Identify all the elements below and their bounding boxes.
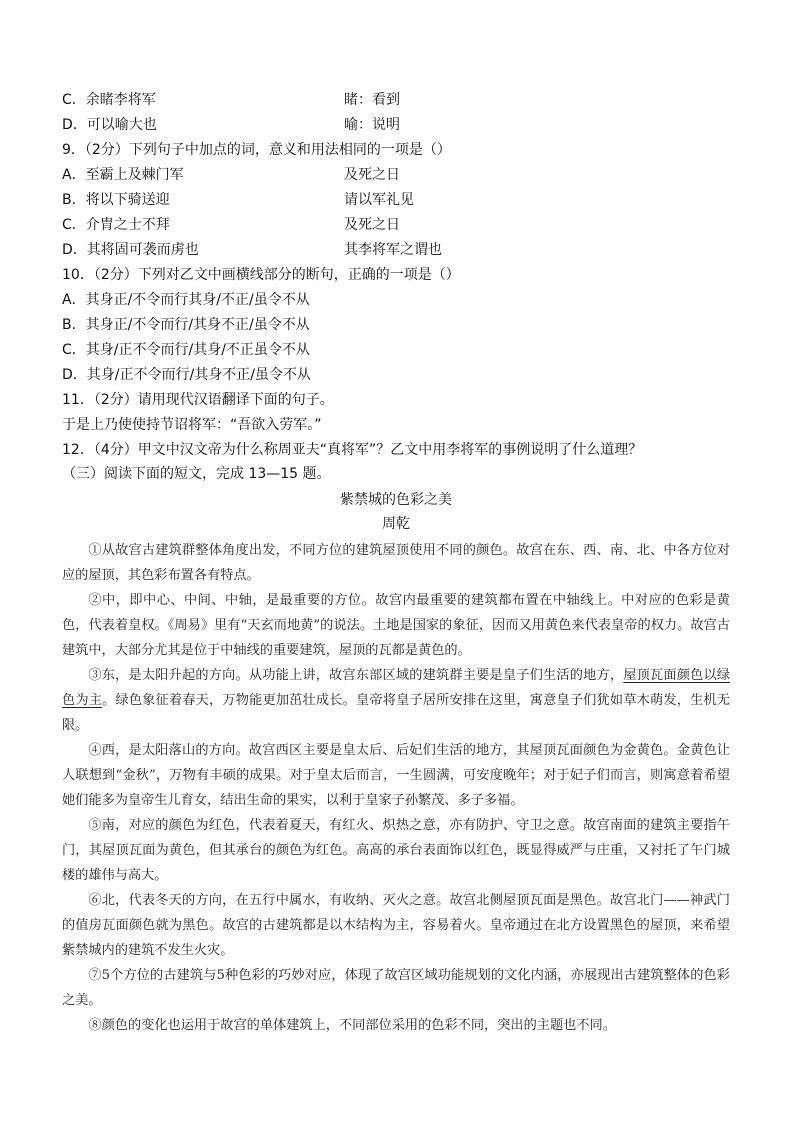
paragraph-7: ⑦5个方位的古建筑与5种色彩的巧妙对应，体现了故宫区域功能规划的文化内涵，亦展现出古建筑整体的色彩之美。 [62,968,730,1008]
option-gloss: 喻：说明 [344,117,400,133]
option-gloss: 及死之日 [344,217,400,233]
q10-option-a: A．其身正/不令而行其身/不正/虽令不从 [62,292,310,308]
option-gloss: 睹：看到 [344,92,400,108]
q10-option-c: C．其身/正不令而行/其身/不正虽令不从 [62,342,310,358]
article-title: 紫禁城的色彩之美 [340,492,452,508]
q10-option-b: B．其身正/不令而行/其身不正/虽令不从 [62,317,310,333]
q9-option-d [62,239,742,261]
article-author: 周乾 [382,516,410,532]
paragraph-4: ④西，是太阳落山的方向。故宫西区主要是皇太后、后妃们生活的地方，其屋顶瓦面颜色为金黄色。金黄色让人联想到“金秋”，万物有丰硕的成果。对于皇太后而言，一生圆满，可安度晚年；对于妃子们而言，则寓意着希望她们能多为皇帝生儿育女，结出生命的果实，以利于皇家子孙繁茂、多子多福。 [62,743,730,808]
paragraph-1: ①从故宫古建筑群整体角度出发，不同方位的建筑屋顶使用不同的颜色。故宫在东、西、南、北、中各方位对应的屋顶，其色彩布置各有特点。 [62,543,730,583]
option-gloss: 及死之日 [344,167,400,183]
q9-stem: 9．（2分）下列句子中加点的词，意义和用法相同的一项是（） [62,142,451,158]
q11-sentence: 于是上乃使使持节诏将军：“吾欲入劳军。” [62,417,322,433]
option-label: C．余睹李将军 [62,92,156,108]
option-label: C．介胄之士不拜 [62,217,170,233]
article-body [62,538,730,1038]
paragraph-6: ⑥北，代表冬天的方向，在五行中属水，有收纳、灭火之意。故宫北侧屋顶瓦面是黑色。故宫北门——神武门的值房瓦面颜色就为黑色。故宫的古建筑都是以木结构为主，容易着火。皇帝通过在北方设置黑色的屋顶，来希望紫禁城内的建筑不发生火灾。 [62,893,730,958]
option-label: D．其将固可袭而虏也 [62,242,199,258]
option-gloss: 其李将军之谓也 [344,242,442,258]
section-heading: （三）阅读下面的短文，完成 13—15 题。 [62,466,331,482]
paragraph-2: ②中，即中心、中间、中轴，是最重要的方位。故宫内最重要的建筑都布置在中轴线上。中对应的色彩是黄色，代表着皇权。《周易》里有“天玄而地黄”的说法。土地是国家的象征，因而又用黄色来代表皇帝的权力。故宫古建筑中，大部分尤其是位于中轴线的重要建筑，屋顶的瓦都是黄色的。 [62,593,730,658]
q9-option-b [62,189,742,211]
q9-option-c [62,214,742,236]
option-gloss: 请以军礼见 [344,192,414,208]
q10-option-d: D．其身/正不令而行/其身不正/虽令不从 [62,367,311,383]
paragraph-8: ⑧颜色的变化也运用于故宫的单体建筑上，不同部位采用的色彩不同，突出的主题也不同。 [88,1018,616,1033]
q11-stem: 11．（2分）请用现代汉语翻译下面的句子。 [62,392,334,408]
option-label: D．可以喻大也 [62,117,157,133]
paragraph-3 [62,663,730,738]
q9-option-a [62,164,742,186]
paragraph-3-text-b: 。绿色象征着春天，万物能更加茁壮成长。皇帝将皇子居所安排在这里，寓意皇子们犹如草木萌发，生机无限。 [62,693,730,733]
paragraph-5: ⑤南，对应的颜色为红色，代表着夏天，有红火、炽热之意，亦有防护、守卫之意。故宫南面的建筑主要指午门，其屋顶瓦面为黄色，但其承台的颜色为红色。高高的承台表面饰以红色，既显得威严与庄重，又衬托了午门城楼的雄伟与高大。 [62,818,730,883]
q12-stem: 12．（4分）甲文中汉文帝为什么称周亚夫“真将军”？乙文中用李将军的事例说明了什么道理？ [62,442,643,458]
option-label: A．至霸上及棘门军 [62,167,184,183]
paragraph-3-text-a: ③东，是太阳升起的方向。从功能上讲，故宫东部区域的建筑群主要是皇子们生活的地方， [88,668,624,683]
option-c-top [62,89,742,111]
option-label: B．将以下骑送迎 [62,192,170,208]
underlined-sentence: 屋顶瓦面颜色以绿色为主 [62,668,731,708]
q10-stem: 10．（2分）下列对乙文中画横线部分的断句，正确的一项是（） [62,267,460,283]
option-d-top [62,114,742,136]
